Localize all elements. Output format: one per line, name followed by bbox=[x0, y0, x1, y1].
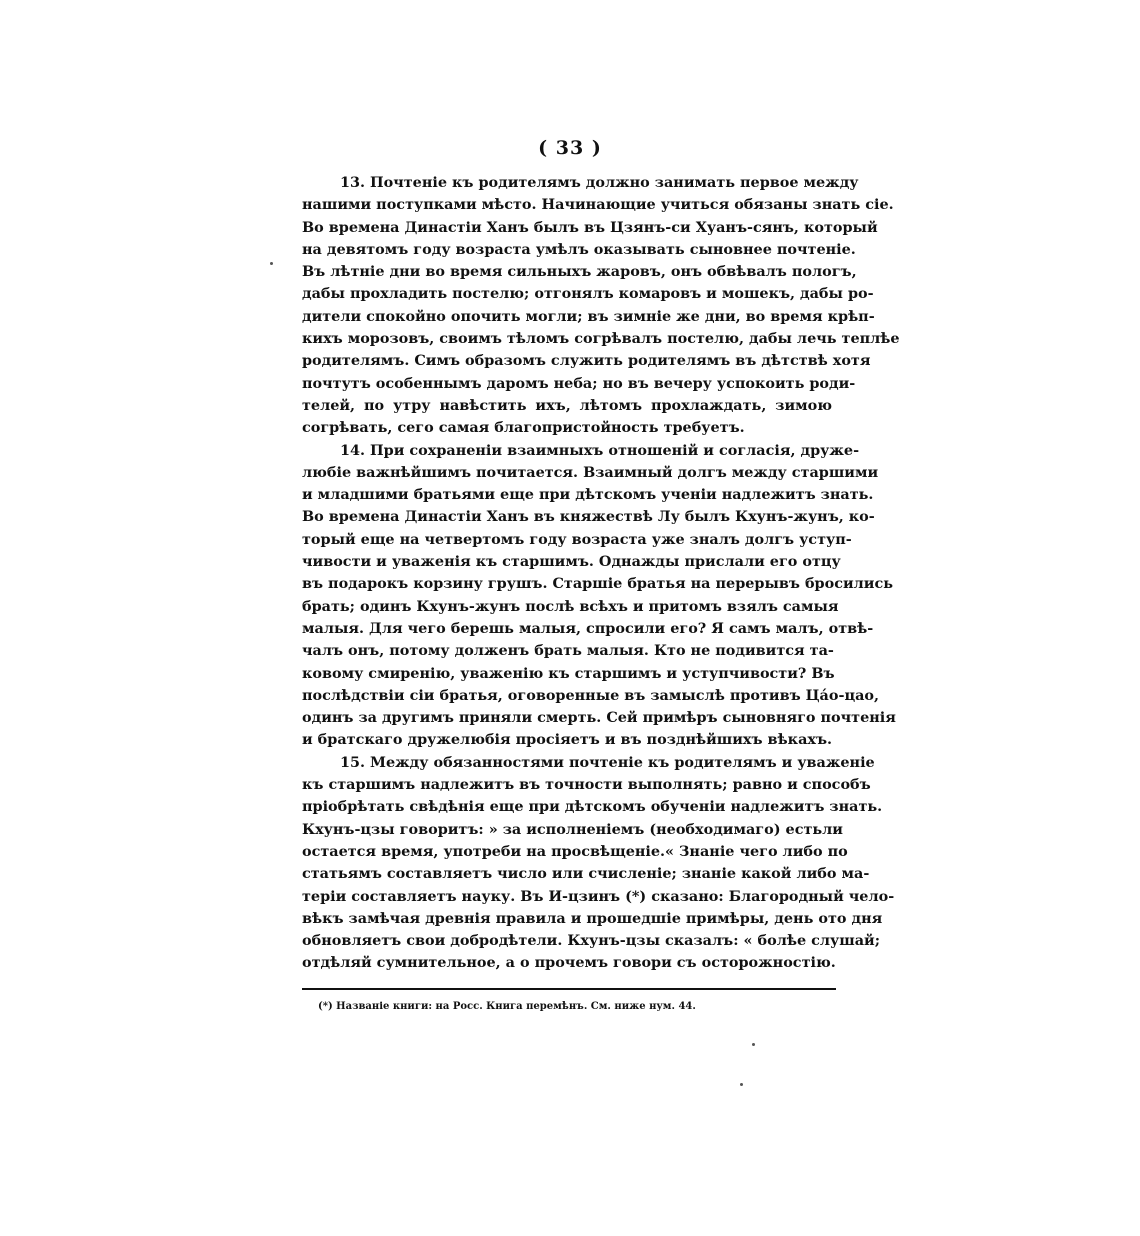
text-line: кихъ морозовъ, своимъ тѣломъ согрѣвалъ постелю, дабы лечь теплѣе bbox=[302, 330, 900, 348]
paragraph-15 bbox=[302, 752, 895, 975]
paragraph-14 bbox=[302, 440, 896, 752]
text-line: дабы прохладить постелю; отгонялъ комаровъ и мошекъ, дабы ро- bbox=[302, 285, 874, 303]
text-line: малыя. Для чего берешь малыя, спросили его? Я самъ малъ, отвѣ- bbox=[302, 619, 874, 637]
text-line: брать; одинъ Кхунъ-жунъ послѣ всѣхъ и притомъ взялъ самыя bbox=[302, 597, 839, 615]
text-line: любіе важнѣйшимъ почитается. Взаимный долгъ между старшими bbox=[302, 463, 879, 481]
text-line: Въ лѣтніе дни во время сильныхъ жаровъ, онъ обвѣвалъ пологъ, bbox=[302, 263, 857, 281]
scan-speck bbox=[740, 1083, 743, 1086]
text-line: теріи составляетъ науку. Въ И-цзинъ (*) сказано: Благородный чело- bbox=[302, 887, 895, 905]
page-number: ( 33 ) bbox=[538, 137, 602, 159]
text-line: дители спокойно опочить могли; въ зимніе же дни, во время крѣп- bbox=[302, 307, 875, 325]
text-line: согрѣвать, сего самая благопристойность требуетъ. bbox=[302, 419, 745, 437]
text-line: и младшими братьями еще при дѣтскомъ ученіи надлежитъ знать. bbox=[302, 486, 874, 504]
scan-speck bbox=[752, 1043, 755, 1046]
text-line: на девятомъ году возраста умѣлъ оказывать сыновнее почтеніе. bbox=[302, 240, 856, 258]
text-line: 15. Между обязанностями почтеніе къ родителямъ и уваженіе bbox=[340, 753, 875, 771]
text-line: вѣкъ замѣчая древнія правила и прошедшіе примѣры, день ото дня bbox=[302, 909, 883, 927]
text-line: Кхунъ-цзы говоритъ: » за исполненіемъ (необходимаго) естьли bbox=[302, 820, 843, 838]
body-text bbox=[302, 172, 900, 975]
text-line: въ подарокъ корзину грушъ. Старшіе братья на перерывъ бросились bbox=[302, 575, 893, 593]
text-line: телей, по утру навѣстить ихъ, лѣтомъ прохлаждать, зимою bbox=[302, 396, 832, 414]
text-line: остается время, употреби на просвѣщеніе.« Знаніе чего либо по bbox=[302, 842, 848, 860]
text-line: почтутъ особеннымъ даромъ неба; но въ вечеру успокоить роди- bbox=[302, 374, 856, 392]
paragraph-13 bbox=[302, 172, 900, 440]
text-line: торый еще на четвертомъ году возраста уже зналъ долгъ уступ- bbox=[302, 530, 852, 548]
text-line: пріобрѣтать свѣдѣнія еще при дѣтскомъ обученіи надлежитъ знать. bbox=[302, 798, 883, 816]
text-line: Во времена Династіи Ханъ въ княжествѣ Лу былъ Кхунъ-жунъ, ко- bbox=[302, 508, 875, 526]
text-line: Во времена Династіи Ханъ былъ въ Цзянъ-си Хуанъ-сянъ, который bbox=[302, 218, 878, 236]
text-line: 13. Почтеніе къ родителямъ должно занимать первое между bbox=[340, 174, 859, 191]
text-line: отдѣляй сумнительное, а о прочемъ говори съ осторожностію. bbox=[302, 954, 836, 972]
footnote-divider bbox=[302, 988, 836, 990]
text-line: ковому смиренію, уваженію къ старшимъ и уступчивости? Въ bbox=[302, 664, 835, 682]
text-line: родителямъ. Симъ образомъ служить родителямъ въ дѣтствѣ хотя bbox=[302, 352, 871, 370]
footnote: (*) Названіе книги: на Росс. Книга перемѣнъ. См. ниже нум. 44. bbox=[318, 1001, 696, 1012]
text-line: чивости и уваженія къ старшимъ. Однажды прислали его отцу bbox=[302, 553, 841, 571]
text-line: и братскаго дружелюбія просіяетъ и въ позднѣйшихъ вѣкахъ. bbox=[302, 731, 833, 749]
scan-speck bbox=[270, 262, 273, 265]
text-line: одинъ за другимъ приняли смерть. Сей примѣръ сыновняго почтенія bbox=[302, 709, 896, 727]
text-line: къ старшимъ надлежитъ въ точности выполнять; равно и способъ bbox=[302, 776, 871, 794]
text-line: 14. При сохраненіи взаимныхъ отношеній и согласія, друже- bbox=[340, 441, 860, 459]
text-line: обновляетъ свои добродѣтели. Кхунъ-цзы сказалъ: « болѣе слушай; bbox=[302, 932, 881, 950]
text-line: чалъ онъ, потому долженъ брать малыя. Кто не подивится та- bbox=[302, 642, 834, 660]
text-line: послѣдствіи сіи братья, оговоренные въ замыслѣ противъ Цáо-цао, bbox=[302, 686, 880, 704]
text-line: статьямъ составляетъ число или счисленіе; знаніе какой либо ма- bbox=[302, 865, 870, 883]
text-line: нашими поступками мѣсто. Начинающие учиться обязаны знать сіе. bbox=[302, 196, 894, 214]
